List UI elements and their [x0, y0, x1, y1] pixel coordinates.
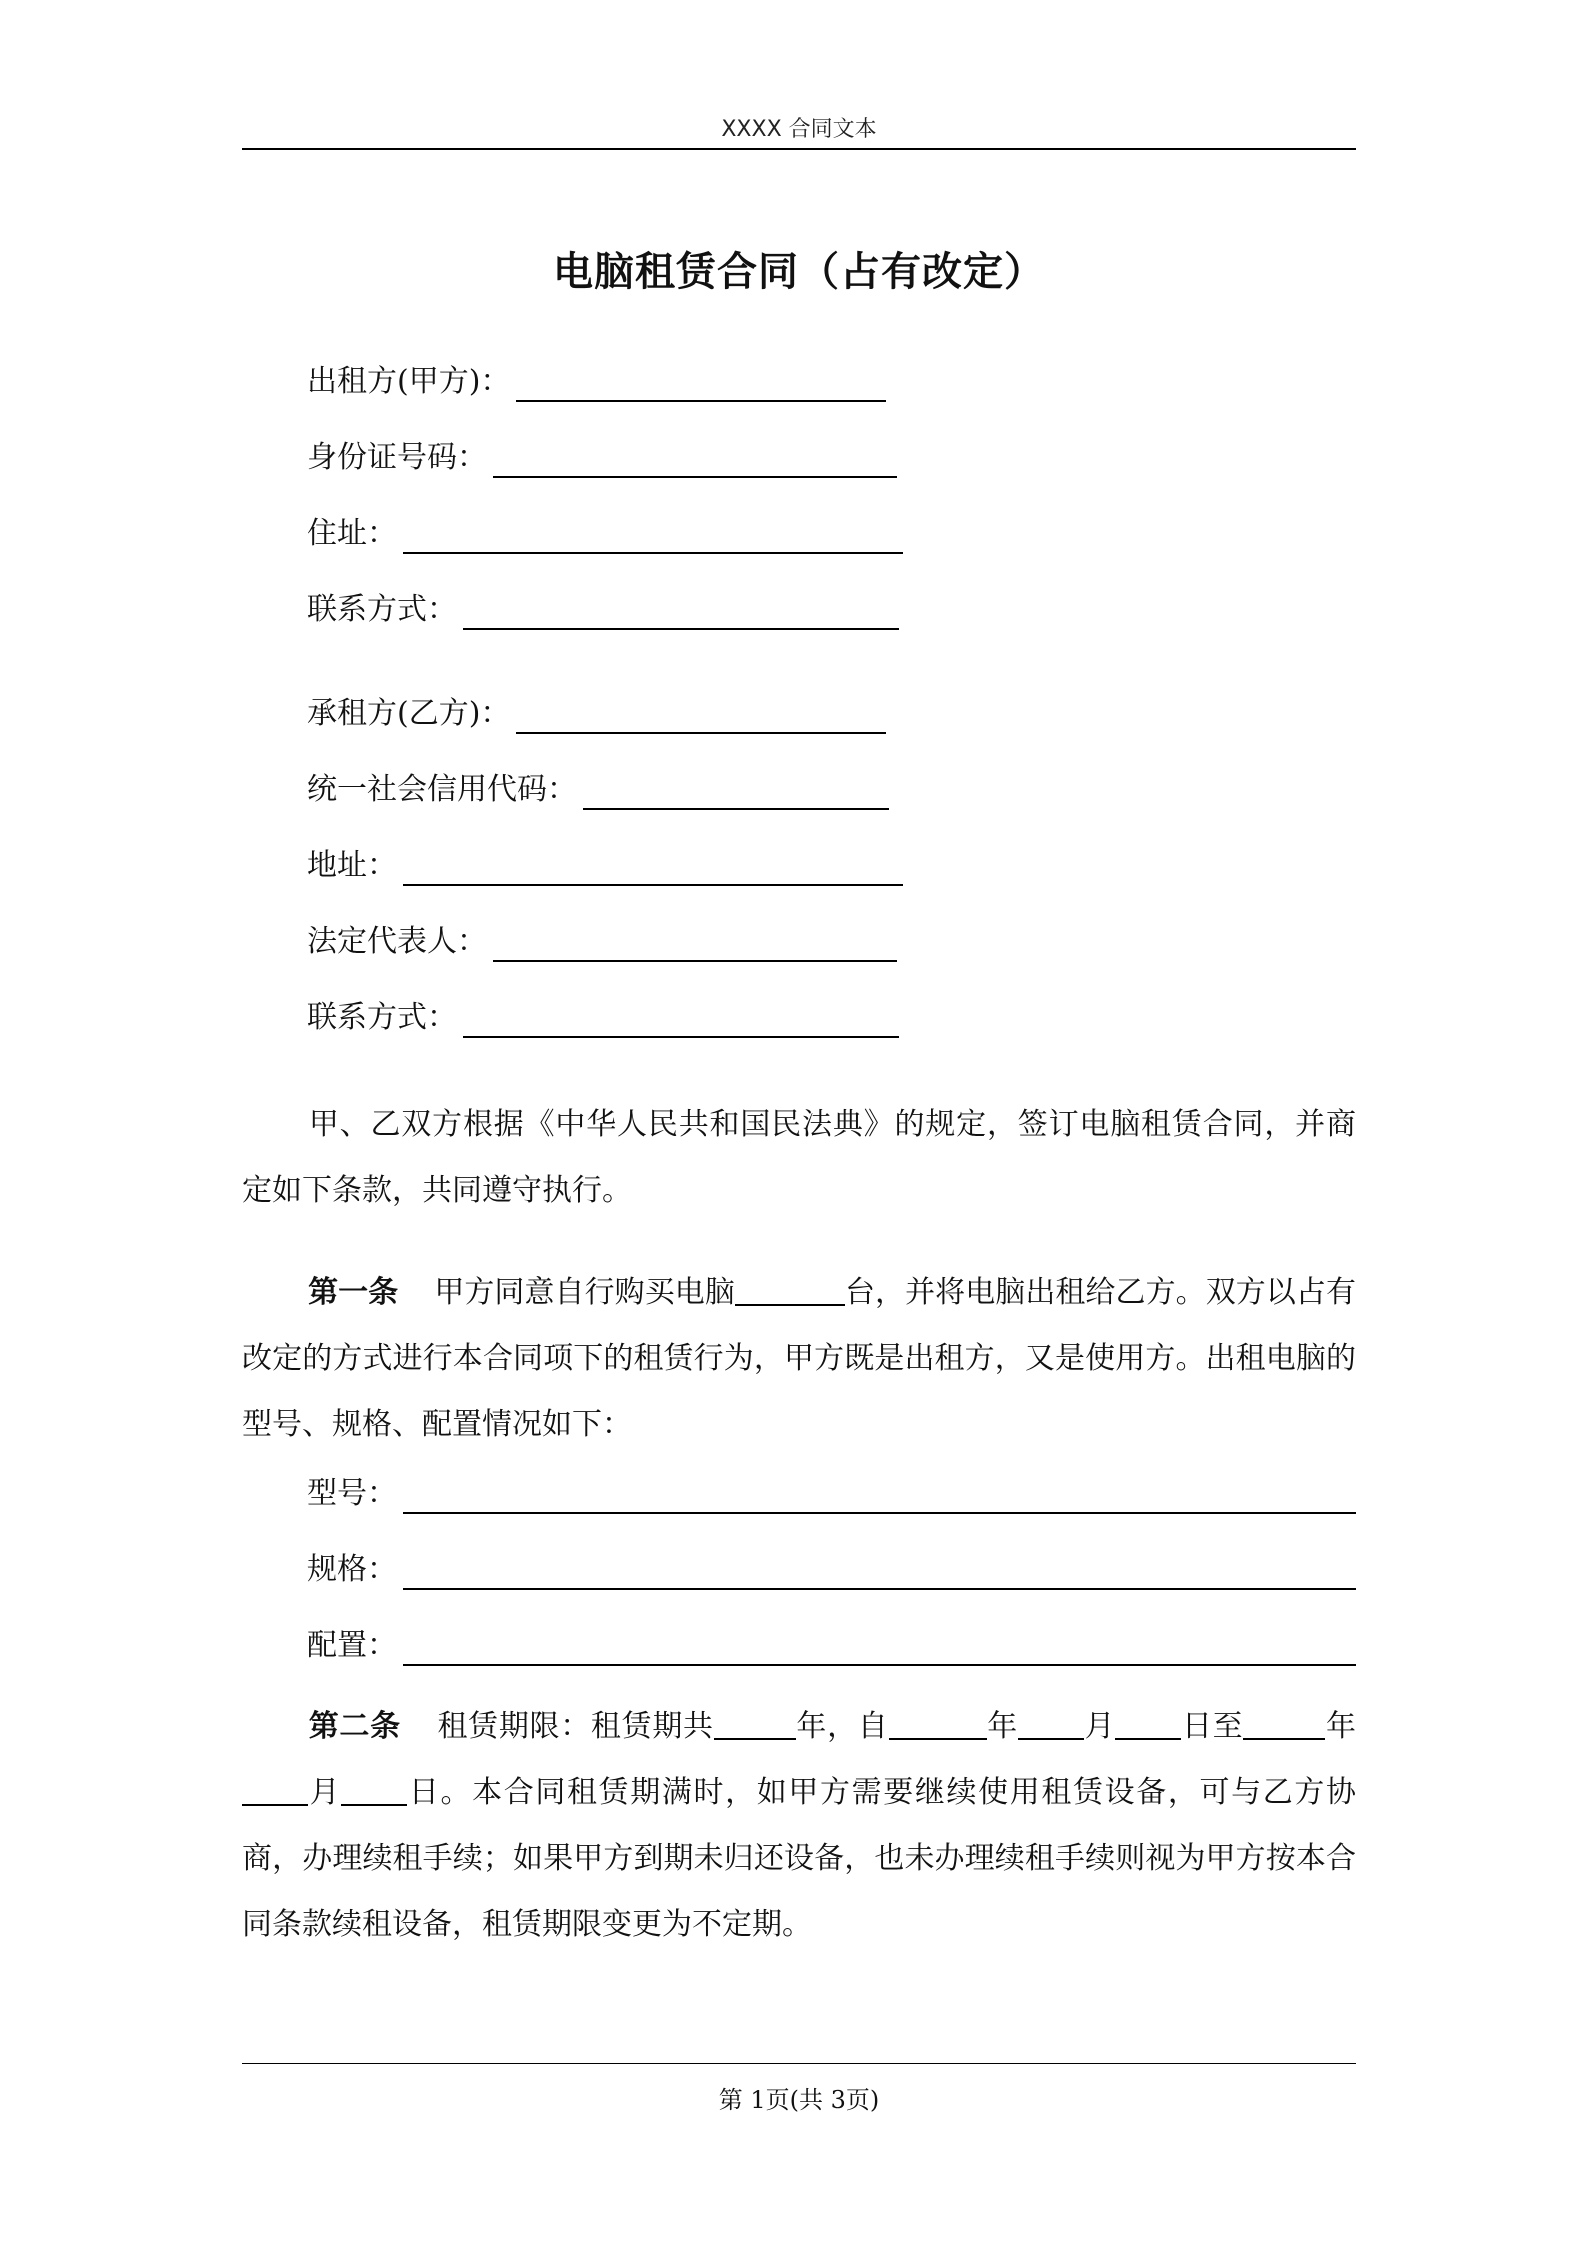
article-1-text-cont: 台，并将电脑出租给乙方。双方以占有改定的方式进行本合同项下的租赁行为，甲方既是出租方，又是使用方。出租电脑的型号、规格、配置情况如下：	[242, 1275, 1356, 1442]
lease-years-blank[interactable]	[714, 1710, 796, 1740]
lessee-contact-field	[307, 998, 899, 1038]
page-header: XXXX 合同文本	[721, 117, 877, 142]
lessee-name-field	[307, 694, 886, 734]
footer-divider	[242, 2063, 1356, 2064]
article-2-text: 月	[308, 1775, 342, 1810]
article-1-heading: 第一条	[308, 1275, 399, 1310]
field-label: 联系方式：	[307, 592, 457, 627]
article-2-text: 年	[1325, 1709, 1357, 1744]
lessor-id-field	[307, 438, 897, 478]
article-2-text: 月	[1083, 1709, 1116, 1744]
lessor-address-field	[307, 514, 903, 554]
end-month-blank[interactable]	[242, 1776, 308, 1806]
page-number: 第 1页(共 3页)	[718, 2086, 880, 2114]
start-day-blank[interactable]	[1115, 1710, 1181, 1740]
article-2-heading: 第二条	[308, 1709, 401, 1744]
end-day-blank[interactable]	[341, 1776, 407, 1806]
lessee-address-blank[interactable]	[403, 854, 903, 886]
lessee-representative-field	[307, 922, 897, 962]
intro-text: 甲、乙双方根据《中华人民共和国民法典》的规定，签订电脑租赁合同，并商定如下条款，共同遵守执行。	[242, 1107, 1356, 1208]
field-label: 地址：	[307, 848, 397, 883]
article-2-text: 年	[986, 1709, 1018, 1744]
field-label: 身份证号码：	[307, 440, 487, 475]
lessee-contact-blank[interactable]	[463, 1006, 899, 1038]
field-label: 法定代表人：	[307, 924, 487, 959]
lessor-id-blank[interactable]	[493, 446, 897, 478]
field-label: 规格：	[307, 1552, 397, 1587]
contract-title: 电脑租赁合同（占有改定）	[553, 248, 1045, 295]
intro-paragraph	[242, 1092, 1356, 1224]
article-2-text: 年，自	[795, 1709, 889, 1744]
model-field	[307, 1474, 1356, 1514]
lessor-contact-blank[interactable]	[463, 598, 899, 630]
specification-field	[307, 1550, 1356, 1590]
lessor-name-blank[interactable]	[516, 370, 886, 402]
lessor-name-field	[307, 362, 886, 402]
configuration-field	[307, 1626, 1356, 1666]
lessee-address-field	[307, 846, 903, 886]
field-label: 配置：	[307, 1628, 397, 1663]
article-2-text: 日至	[1181, 1709, 1244, 1744]
computer-count-blank[interactable]	[735, 1276, 845, 1306]
model-blank[interactable]	[403, 1482, 1356, 1514]
configuration-blank[interactable]	[403, 1634, 1356, 1666]
field-label: 统一社会信用代码：	[307, 772, 577, 807]
field-label: 型号：	[307, 1476, 397, 1511]
start-year-blank[interactable]	[889, 1710, 987, 1740]
specification-blank[interactable]	[403, 1558, 1356, 1590]
end-year-blank[interactable]	[1243, 1710, 1325, 1740]
lessee-credit-code-field	[307, 770, 889, 810]
article-1-text: 甲方同意自行购买电脑	[434, 1275, 735, 1310]
lessor-contact-field	[307, 590, 899, 630]
lessor-address-blank[interactable]	[403, 522, 903, 554]
field-label: 出租方(甲方)：	[307, 364, 511, 399]
field-label: 联系方式：	[307, 1000, 457, 1035]
header-divider	[242, 148, 1356, 150]
field-label: 住址：	[307, 516, 397, 551]
article-2	[242, 1694, 1356, 1958]
article-1	[242, 1260, 1356, 1458]
lessee-credit-code-blank[interactable]	[583, 778, 889, 810]
field-label: 承租方(乙方)：	[307, 696, 511, 731]
article-2-text: 租赁期限：租赁期共	[436, 1709, 714, 1744]
article-2-text: 日。本合同租赁期满时，如甲方需要继续使用租赁设备，可与乙方协商，办理续租手续；如果甲方到期未归还设备，也未办理续租手续则视为甲方按本合同条款续租设备，租赁期限变更为不定期。	[242, 1775, 1356, 1942]
lessee-representative-blank[interactable]	[493, 930, 897, 962]
lessee-name-blank[interactable]	[516, 702, 886, 734]
start-month-blank[interactable]	[1018, 1710, 1084, 1740]
